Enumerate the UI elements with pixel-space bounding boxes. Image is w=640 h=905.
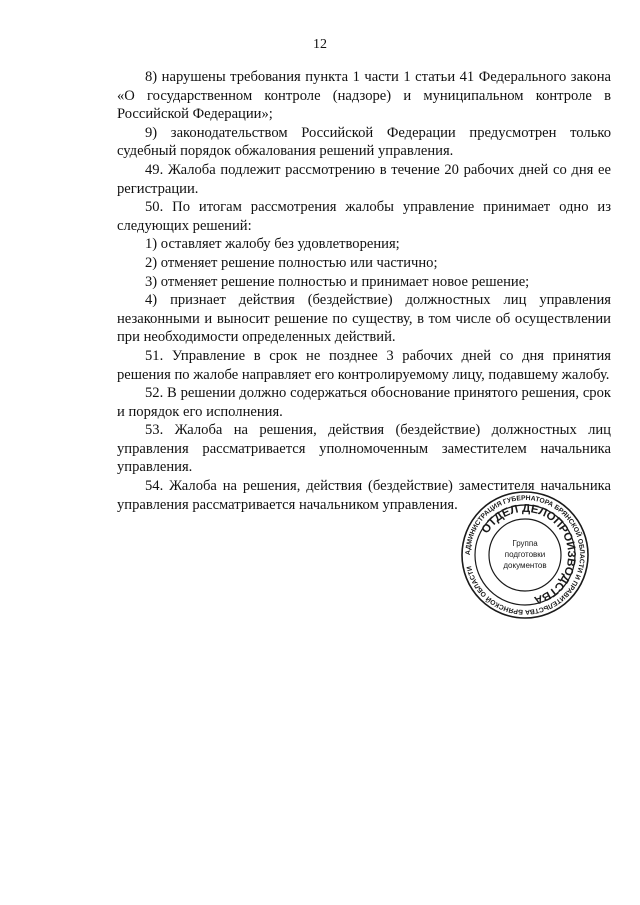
paragraph-52: 52. В решении должно содержаться обоснование принятого решения, срок и порядок его исполнения. bbox=[117, 385, 611, 420]
paragraph-54: 54. Жалоба на решения, действия (бездействие) заместителя начальника управления рассматривается начальником управления. bbox=[117, 478, 611, 513]
paragraph-item-8: 8) нарушены требования пункта 1 части 1 статьи 41 Федерального закона «О государственном контроле (надзоре) и муниципальном контроле в Российской Федерации»; bbox=[117, 69, 611, 123]
document-body bbox=[117, 68, 611, 514]
paragraph-50: 50. По итогам рассмотрения жалобы управление принимает одно из следующих решений: bbox=[117, 199, 611, 234]
paragraph-decision-4: 4) признает действия (бездействие) должностных лиц управления незаконными и выносит решение по существу, в том числе об осуществлении при необходимости определенных действий. bbox=[117, 292, 611, 346]
paragraph-51: 51. Управление в срок не позднее 3 рабочих дней со дня принятия решения по жалобе направляет его контролируемому лицу, подавшему жалобу. bbox=[117, 347, 611, 383]
stamp-middle-text: ОТДЕЛ ДЕЛОПРОИЗВОДСТВА bbox=[479, 502, 578, 606]
page-number: 12 bbox=[313, 37, 327, 52]
official-stamp bbox=[460, 490, 590, 620]
paragraph-item-9: 9) законодательством Российской Федерации предусмотрен только судебный порядок обжалования решений управления. bbox=[117, 124, 611, 160]
paragraph-49: 49. Жалоба подлежит рассмотрению в течение 20 рабочих дней со дня ее регистрации. bbox=[117, 161, 611, 197]
stamp-center-line-1: Группа bbox=[512, 539, 538, 548]
paragraph-decision-1: 1) оставляет жалобу без удовлетворения; bbox=[145, 236, 400, 253]
stamp-outer-text: АДМИНИСТРАЦИЯ ГУБЕРНАТОРА БРЯНСКОЙ ОБЛАСТИ И ПРАВИТЕЛЬСТВА БРЯНСКОЙ ОБЛАСТИ bbox=[464, 494, 586, 616]
stamp-center-line-2: подготовки bbox=[504, 550, 546, 559]
paragraph-decision-3: 3) отменяет решение полностью и принимает новое решение; bbox=[145, 273, 530, 290]
paragraph-decision-2: 2) отменяет решение полностью или частично; bbox=[145, 254, 438, 271]
paragraph-53: 53. Жалоба на решения, действия (бездействие) должностных лиц управления рассматривается уполномоченным заместителем начальника управления. bbox=[117, 422, 611, 476]
stamp-center-line-3: документов bbox=[503, 561, 547, 570]
